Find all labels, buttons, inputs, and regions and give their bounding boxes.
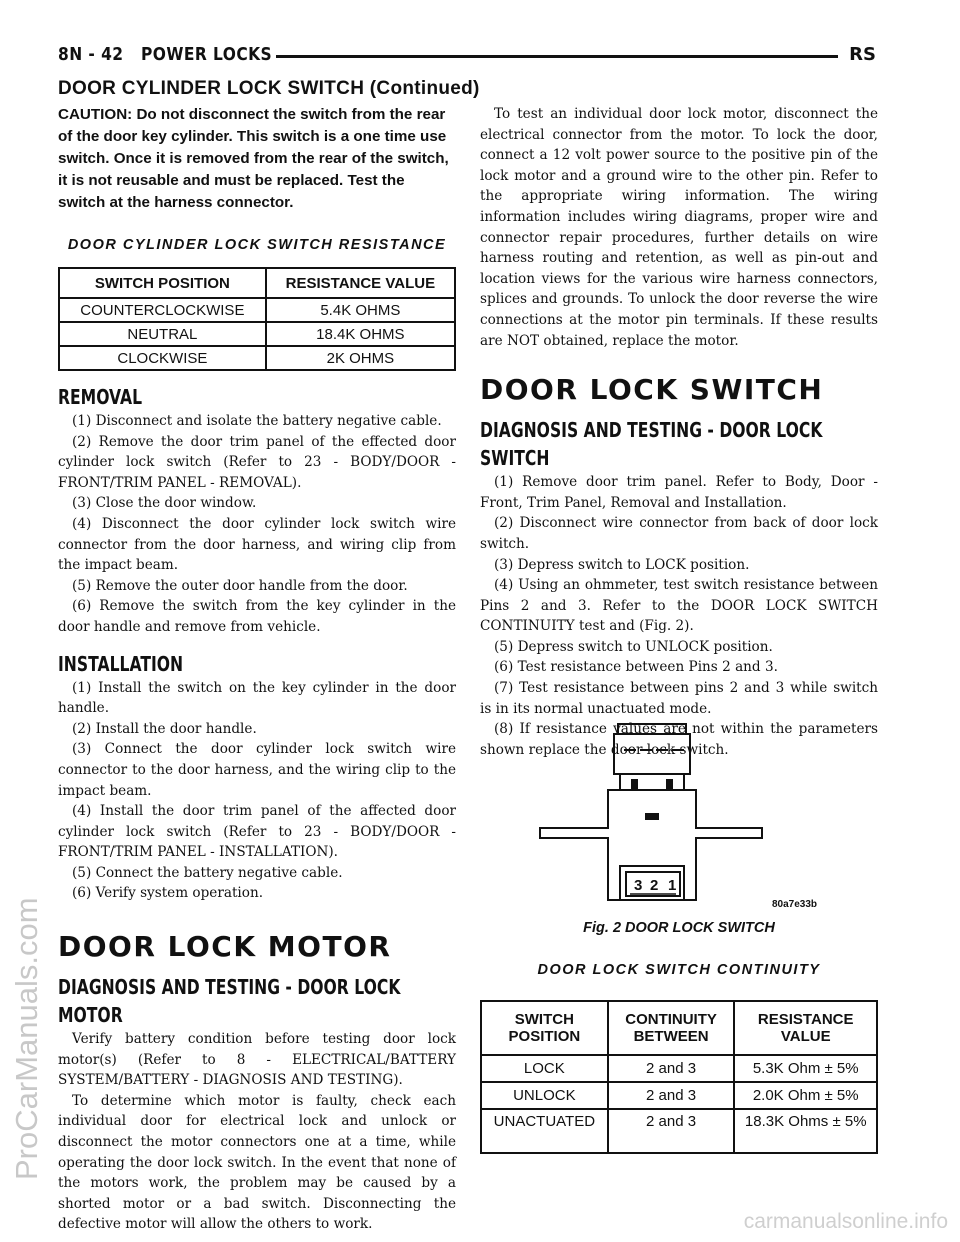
model-code: RS [849, 44, 876, 65]
removal-step: (2) Remove the door trim panel of the effected door cylinder lock switch (Refer to 23 - BODY/DOOR - FRONT/TRIM PANEL - REMOVAL). [58, 433, 456, 491]
table-cell: 18.4K OHMS [266, 322, 455, 346]
removal-heading: REMOVAL [58, 385, 143, 409]
removal-step: (3) Close the door window. [72, 495, 257, 512]
table-row [59, 298, 455, 322]
switch-step: (2) Disconnect wire connector from back of door lock switch. [480, 515, 878, 552]
removal-step: (5) Remove the outer door handle from the door. [72, 577, 408, 594]
installation-step: (4) Install the door trim panel of the affected door cylinder lock switch (Refer to 23 - BODY/DOOR - FRONT/TRIM PANEL - INSTALLATION). [58, 803, 456, 861]
pin-label: 3 [634, 877, 643, 894]
table-cell: 5.4K OHMS [266, 298, 455, 322]
resistance-table [58, 267, 456, 371]
motor-paragraph: To determine which motor is faulty, check each individual door for electrical lock and unlock or disconnect the motor connectors one at a time, while operating the door lock switch. In the event that none of the motors work, the problem may be caused by a shorted motor or a bad switch. Disconnecting the defective motor will allow the others to work. [58, 1092, 456, 1233]
switch-subheading [480, 416, 823, 472]
table-cell: LOCK [481, 1055, 608, 1082]
switch-step: (4) Using an ohmmeter, test switch resistance between Pins 2 and 3. Refer to the DOOR LOCK SWITCH CONTINUITY test and (Fig. 2). [480, 577, 878, 635]
table-cell: 2K OHMS [266, 346, 455, 370]
table-row [481, 1109, 877, 1153]
switch-cap [614, 734, 690, 774]
table-row [59, 346, 455, 370]
switch-title: DOOR LOCK SWITCH [480, 373, 824, 407]
switch-step: (3) Depress switch to LOCK position. [494, 556, 750, 573]
installation-step: (3) Connect the door cylinder lock switch wire connector to the door harness, and the wiring clip to the impact beam. [58, 741, 456, 799]
motor-subheading-line2: MOTOR [58, 1003, 123, 1028]
table-cell: NEUTRAL [59, 322, 266, 346]
switch-subheading-line1: DIAGNOSIS AND TESTING - DOOR LOCK [480, 418, 823, 443]
table-cell: 2.0K Ohm ± 5% [734, 1082, 877, 1109]
table-cell: COUNTERCLOCKWISE [59, 298, 266, 322]
continuity-table [480, 1000, 878, 1154]
table-cell: 18.3K Ohms ± 5% [734, 1109, 877, 1153]
caution-text: CAUTION: Do not disconnect the switch from the rear of the door key cylinder. This switch is a one time use switch. Once it is removed from the rear of the switch, it is not reusable and must be replaced. Test the switch at the harness connector. [58, 106, 449, 211]
table-cell: CLOCKWISE [59, 346, 266, 370]
switch-step: (5) Depress switch to UNLOCK position. [494, 638, 773, 655]
continued-title: DOOR CYLINDER LOCK SWITCH (Continued) [58, 78, 480, 99]
door-lock-switch-figure [536, 716, 836, 916]
table-cell: UNACTUATED [481, 1109, 608, 1153]
page-header [58, 44, 876, 70]
motor-title: DOOR LOCK MOTOR [58, 930, 392, 964]
installation-step: (5) Connect the battery negative cable. [72, 864, 343, 881]
bottom-watermark: carmanualsonline.info [743, 1210, 948, 1233]
switch-top [618, 724, 686, 734]
table-cell: 5.3K Ohm ± 5% [734, 1055, 877, 1082]
door-lock-switch-diagram [536, 716, 836, 916]
pin-label: 2 [650, 877, 659, 894]
table-cell: UNLOCK [481, 1082, 608, 1109]
page-ref: 8N - 42 [58, 44, 124, 65]
table-row [59, 322, 455, 346]
header-left [58, 44, 272, 65]
pin-label: 1 [668, 877, 677, 894]
resistance-table-title: DOOR CYLINDER LOCK SWITCH RESISTANCE [67, 237, 447, 253]
table-header-row [59, 268, 455, 298]
right-column [480, 104, 878, 1130]
table-header: SWITCH POSITION [481, 1001, 608, 1055]
table-cell: 2 and 3 [608, 1055, 735, 1082]
table-header-row [481, 1001, 877, 1055]
removal-step: (4) Disconnect the door cylinder lock switch wire connector from the door harness, and wiring clip from the impact beam. [58, 515, 456, 574]
removal-step: (1) Disconnect and isolate the battery negative cable. [72, 413, 442, 429]
figure-code: 80a7e33b [772, 899, 818, 910]
motor-paragraph: Verify battery condition before testing door lock motor(s) (Refer to 8 - ELECTRICAL/BATTERY SYSTEM/BATTERY - DIAGNOSIS AND TESTING). [58, 1031, 456, 1089]
table-header: RESISTANCE VALUE [734, 1001, 877, 1055]
table-cell: 2 and 3 [608, 1109, 735, 1153]
table-header: CONTINUITY BETWEEN [608, 1001, 735, 1055]
left-column [58, 104, 456, 1235]
table-cell: 2 and 3 [608, 1082, 735, 1109]
table-row [481, 1055, 877, 1082]
continuity-table-title: DOOR LOCK SWITCH CONTINUITY [537, 962, 821, 978]
switch-step: (7) Test resistance between pins 2 and 3 while switch is in its normal unactuated mode. [480, 680, 878, 717]
motor-subheading-line1: DIAGNOSIS AND TESTING - DOOR LOCK [58, 975, 401, 1000]
continuity-block [480, 962, 878, 1154]
switch-step: (6) Test resistance between Pins 2 and 3. [494, 659, 778, 676]
table-header: SWITCH POSITION [59, 268, 266, 298]
side-watermark: ProCarManuals.com [9, 897, 44, 1180]
table-header: RESISTANCE VALUE [266, 268, 455, 298]
figure-caption-block [480, 920, 878, 936]
switch-step: (1) Remove door trim panel. Refer to Body, Door - Front, Trim Panel, Removal and Installation. [480, 474, 878, 511]
installation-step: (2) Install the door handle. [72, 720, 257, 737]
table-row [481, 1082, 877, 1109]
motor-subheading [58, 973, 401, 1029]
section-name: POWER LOCKS [140, 44, 273, 65]
installation-heading: INSTALLATION [58, 651, 184, 676]
installation-step: (1) Install the switch on the key cylinder in the door handle. [58, 679, 456, 717]
installation-step: (6) Verify system operation. [72, 885, 264, 902]
figure-caption: Fig. 2 DOOR LOCK SWITCH [583, 920, 775, 936]
removal-step: (6) Remove the switch from the key cylinder in the door handle and remove from vehicle. [58, 598, 456, 635]
switch-subheading-line2: SWITCH [480, 446, 550, 471]
switch-step: (8) If resistance values are not within the parameters shown replace the door lock switch. [480, 721, 878, 758]
motor-paragraph: To test an individual door lock motor, disconnect the electrical connector from the motor. To lock the door, connect a 12 volt power source to the positive pin of the lock motor and a ground wire to the other pin. Refer to the appropriate wiring information. The wiring information includes wiring diagrams, proper wire and connector repair procedures, further details on wire harness routing and retention, as well as pin-out and location views for the various wire harness connectors, splices and grounds. To unlock the door reverse the wire connections at the motor pin terminals. If these results are NOT obtained, replace the motor. [480, 106, 878, 349]
header-rule [276, 55, 838, 58]
